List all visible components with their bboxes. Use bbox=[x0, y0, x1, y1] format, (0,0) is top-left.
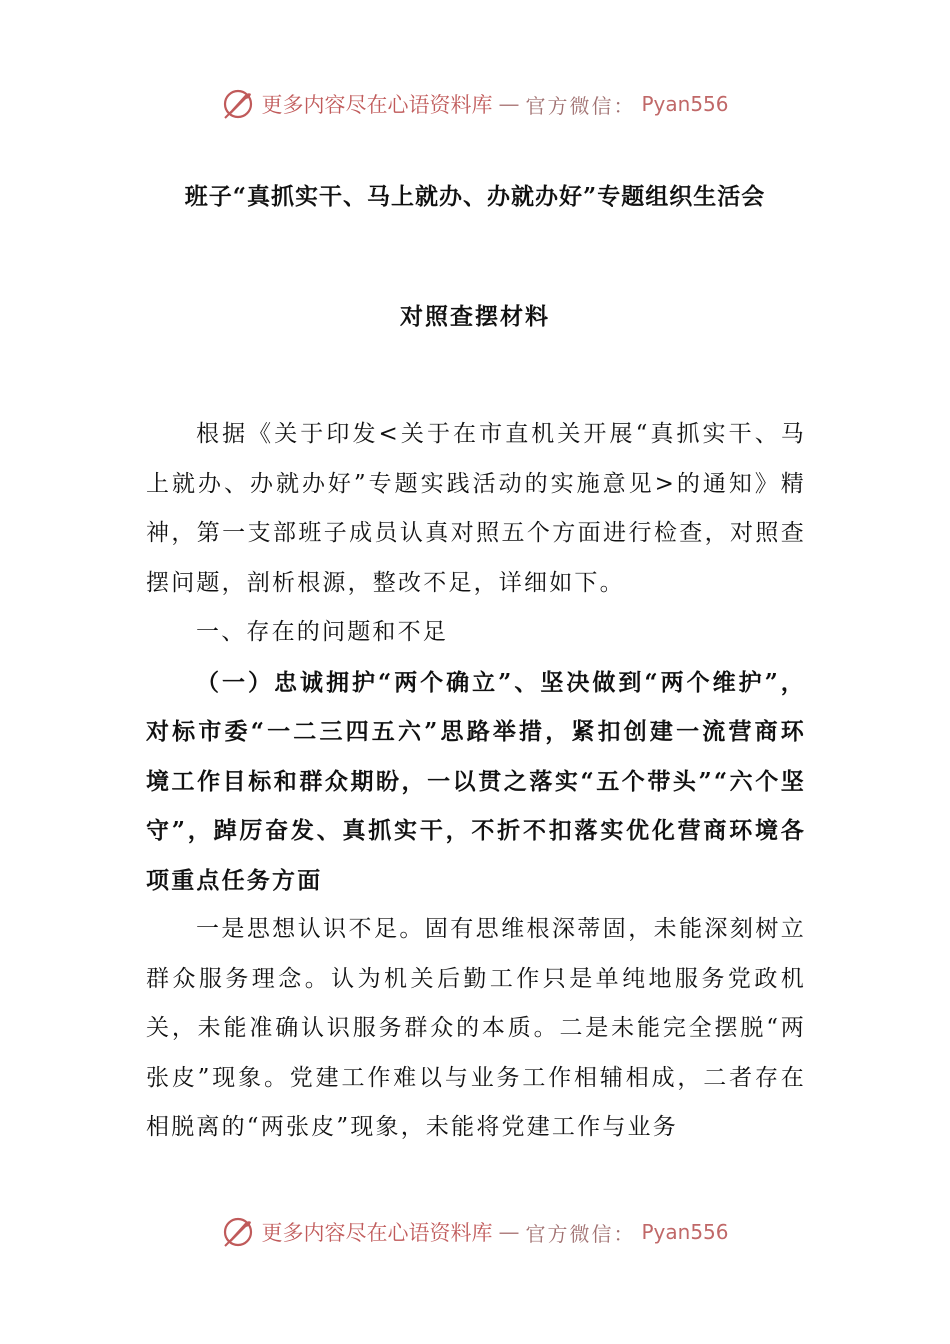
watermark-wechat-id: Pyan556 bbox=[641, 92, 729, 116]
watermark-text: 更多内容尽在心语资料库 bbox=[261, 93, 493, 117]
watermark-wechat-label: 官方微信： bbox=[525, 1221, 636, 1246]
intro-paragraph: 根据《关于印发<关于在市直机关开展“真抓实干、马上就办、办就办好”专题实践活动的实施意见>的通知》精神，第一支部班子成员认真对照五个方面进行检查，对照查摆问题，剖析根源，整改不足，详细如下。 bbox=[146, 421, 806, 596]
watermark-dash: — bbox=[498, 92, 520, 116]
watermark-header bbox=[0, 84, 950, 124]
watermark-wechat-label: 官方微信： bbox=[525, 93, 636, 118]
watermark-wechat-id: Pyan556 bbox=[641, 1220, 729, 1244]
quill-logo-icon bbox=[221, 1215, 255, 1249]
watermark-footer bbox=[0, 1212, 950, 1252]
document-body bbox=[146, 410, 806, 1153]
section-heading: 一、存在的问题和不足 bbox=[196, 619, 448, 645]
body-paragraph: 一是思想认识不足。固有思维根深蒂固，未能深刻树立群众服务理念。认为机关后勤工作只是单纯地服务党政机关，未能准确认识服务群众的本质。二是未能完全摆脱“两张皮”现象。党建工作难以与业务工作相辅相成，二者存在相脱离的“两张皮”现象，未能将党建工作与业务 bbox=[146, 916, 806, 1140]
document-title: 班子“真抓实干、马上就办、办就办好”专题组织生活会 bbox=[184, 183, 766, 210]
document-subtitle: 对照查摆材料 bbox=[400, 303, 550, 330]
quill-logo-icon bbox=[221, 87, 255, 121]
watermark-text: 更多内容尽在心语资料库 bbox=[261, 1221, 493, 1245]
subsection-heading: （一）忠诚拥护“两个确立”、坚决做到“两个维护”，对标市委“一二三四五六”思路举措，紧扣创建一流营商环境工作目标和群众期盼，一以贯之落实“五个带头”“六个坚守”，踔厉奋发、真抓实干，不折不扣落实优化营商环境各项重点任务方面 bbox=[146, 668, 806, 894]
watermark-dash: — bbox=[498, 1220, 520, 1244]
